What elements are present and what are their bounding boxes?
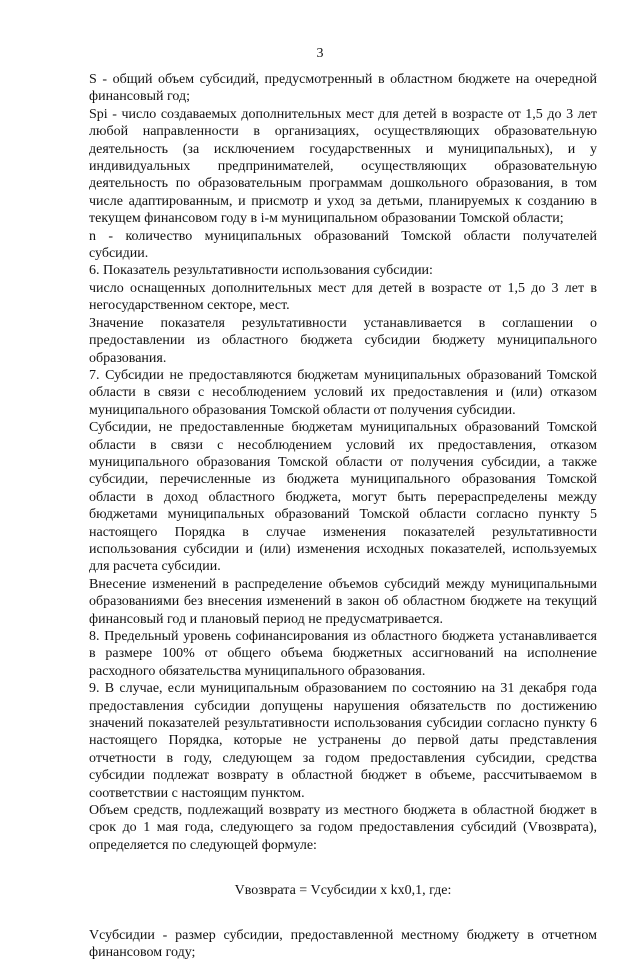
paragraph-section-6-heading: 6. Показатель результативности использования субсидии:	[89, 263, 433, 279]
paragraph-changes: Внесение изменений в распределение объемов субсидий между муниципальными образованиями без внесения изменений в закон об областном бюджете на текущий финансовый год и плановый период не предусматривается.	[89, 576, 597, 627]
paragraph-n-definition: n - количество муниципальных образований Томской области получателей субсидии.	[89, 228, 597, 262]
paragraph-section-9: 9. В случае, если муниципальным образованием по состоянию на 31 декабря года предоставления субсидии допущены нарушения обязательств по достижению значений показателей результативности использования субсидии согласно пункту 6 настоящего Порядка, которые не устранены до первой даты представления отчетности в году, следующем за годом предоставления субсидии, средства субсидии подлежат возврату в областной бюджет в объеме, рассчитываемом в соответствии с настоящим пунктом.	[89, 681, 597, 801]
document-body	[89, 71, 597, 962]
paragraph-indicator: число оснащенных дополнительных мест для детей в возрасте от 1,5 до 3 лет в негосударственном секторе, мест.	[89, 280, 597, 314]
paragraph-redistribution: Субсидии, не предоставленные бюджетам муниципальных образований Томской области в связи с несоблюдением условий их предоставления, отказом муниципального образования Томской области от получения субсидии, а также субсидии, перечисленные из бюджета муниципального образования Томской области в доход областного бюджета, могут быть перераспределены между бюджетами муниципальных образований Томской области согласно пункту 5 настоящего Порядка в случае изменения показателей результативности использования субсидии и (или) изменения исходных показателей, используемых для расчета субсидии.	[89, 420, 597, 575]
paragraph-spi-definition: Spi - число создаваемых дополнительных мест для детей в возрасте от 1,5 до 3 лет любой направленности в организациях, осуществляющих образовательную деятельность (за исключением государственных и муниципальных), и у индивидуальных предпринимателей, осуществляющих образовательную деятельность по образовательным программам дошкольного образования, в том числе адаптированным, и присмотр и уход за детьми, планируемых к созданию в текущем финансовом году в i-м муниципальном образовании Томской области;	[89, 106, 597, 227]
paragraph-vsubsidy-definition: Vсубсидии - размер субсидии, предоставленной местному бюджету в отчетном финансовом году;	[89, 927, 597, 961]
paragraph-return-volume: Объем средств, подлежащий возврату из местного бюджета в областной бюджет в срок до 1 мая года, следующего за годом предоставления субсидий (Vвозврата), определяется по следующей формуле:	[89, 803, 597, 853]
paragraph-section-7: 7. Субсидии не предоставляются бюджетам муниципальных образований Томской области в связи с несоблюдением условий их предоставления и (или) отказом муниципального образования Томской области от получения субсидии.	[89, 367, 597, 418]
paragraph-indicator-value: Значение показателя результативности устанавливается в соглашении о предоставлении из областного бюджета субсидии бюджету муниципального образования.	[89, 315, 597, 366]
page-number: 3	[316, 46, 324, 61]
paragraph-s-definition: S - общий объем субсидий, предусмотренный в областном бюджете на очередной финансовый год;	[89, 72, 597, 105]
formula: Vвозврата = Vсубсидии x kx0,1, где:	[234, 883, 452, 899]
paragraph-section-8: 8. Предельный уровень софинансирования из областного бюджета устанавливается в размере 100% от общего объема бюджетных ассигнований на исполнение расходного обязательства муниципального образования.	[89, 629, 597, 679]
